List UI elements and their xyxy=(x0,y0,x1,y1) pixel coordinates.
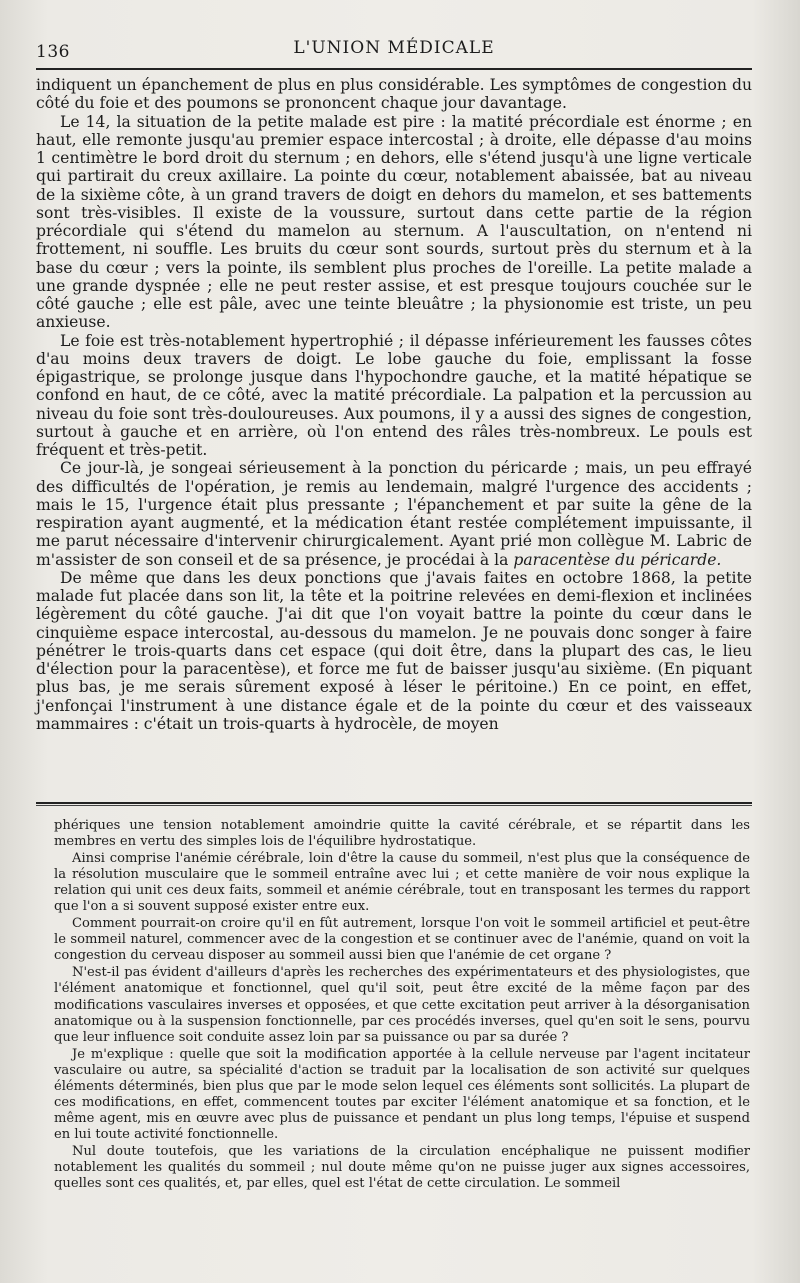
italic-phrase: paracentèse du péricarde. xyxy=(513,550,722,569)
paragraph: indiquent un épanchement de plus en plus considérable. Les symptômes de congestion du côté du foie et des poumons se prononcent chaque jour davantage. xyxy=(36,76,752,113)
footnote-paragraph: Nul doute toutefois, que les variations de la circulation encéphalique ne puissent modifier notablement les qualités du sommeil ; nul doute même qu'on ne puisse juger aux signes accessoires, quelles sont ces qualités, et, par elles, quel est l'état de cette circulation. Le sommeil xyxy=(54,1143,750,1192)
main-text xyxy=(36,76,752,733)
footnote-text xyxy=(54,818,750,1193)
paragraph: Le foie est très-notablement hypertrophié ; il dépasse inférieurement les fausses côtes d'au moins deux travers de doigt. Le lobe gauche du foie, emplissant la fosse épigastrique, se prolonge jusque dans l'hypochondre gauche, et la matité hépatique se confond en haut, de ce côté, avec la matité précordiale. La palpation et la percussion au niveau du foie sont très-douloureuses. Aux poumons, il y a aussi des signes de congestion, surtout à gauche et en arrière, où l'on entend des râles très-nombreux. Le pouls est fréquent et très-petit. xyxy=(36,331,752,459)
footnote-paragraph: Ainsi comprise l'anémie cérébrale, loin d'être la cause du sommeil, n'est plus que la conséquence de la résolution musculaire que le sommeil entraîne avec lui ; et cette manière de voir nous explique la relation qui unit ces deux faits, sommeil et anémie cérébrale, tout en transposant les termes du rapport que l'on a si souvent supposé exister entre eux. xyxy=(54,851,750,915)
paragraph xyxy=(36,459,752,569)
paragraph: Le 14, la situation de la petite malade est pire : la matité précordiale est énorme ; en haut, elle remonte jusqu'au premier espace intercostal ; à droite, elle dépasse d'au moins 1 centimètre le bord droit du sternum ; en dehors, elle s'étend jusqu'à une ligne verticale qui partirait du creux axillaire. La pointe du cœur, notablement abaissée, bat au niveau de la sixième côte, à un grand travers de doigt en dehors du mamelon, et ses battements sont très-visibles. Il existe de la voussure, surtout dans cette partie de la région précordiale qui s'étend du mamelon au sternum. A l'auscultation, on n'entend ni frottement, ni souffle. Les bruits du cœur sont sourds, surtout près du sternum et à la base du cœur ; vers la pointe, ils semblent plus proches de l'oreille. La petite malade a une grande dyspnée ; elle ne peut rester assise, et est presque toujours couchée sur le côté gauche ; elle est pâle, avec une teinte bleuâtre ; la physionomie est triste, un peu anxieuse. xyxy=(36,112,752,332)
page-header xyxy=(36,36,752,66)
running-title: L'UNION MÉDICALE xyxy=(293,38,495,58)
footnote-paragraph: N'est-il pas évident d'ailleurs d'après les recherches des expérimentateurs et des physiologistes, que l'élément anatomique et fonctionnel, quel qu'il soit, peut être excité de la même façon par des modifications vasculaires inverses et opposées, et que cette excitation peut arriver à la désorganisation anatomique ou à la suspension fonctionnelle, par ces procédés inverses, quel qu'en soit le sens, pourvu que leur influence soit conduite assez loin par sa puissance ou par sa durée ? xyxy=(54,965,750,1045)
paragraph: De même que dans les deux ponctions que j'avais faites en octobre 1868, la petite malade fut placée dans son lit, la tête et la poitrine relevées en demi-flexion et inclinées légèrement du côté gauche. J'ai dit que l'on voyait battre la pointe du cœur dans le cinquième espace intercostal, au-dessous du mamelon. Je ne pouvais donc songer à faire pénétrer le trois-quarts dans cet espace (qui doit être, dans la plupart des cas, le lieu d'élection pour la paracentèse), et force me fut de baisser jusqu'au sixième. (En piquant plus bas, je me serais sûrement exposé à léser le péritoine.) En ce point, en effet, j'enfonçai l'instrument à une distance égale et de la pointe du cœur et des vaisseaux mammaires : c'était un trois-quarts à hydrocèle, de moyen xyxy=(36,568,752,733)
header-rule xyxy=(36,68,752,70)
footnote-paragraph: Comment pourrait-on croire qu'il en fût autrement, lorsque l'on voit le sommeil artificiel et peut-être le sommeil naturel, commencer avec de la congestion et se continuer avec de l'anémie, quand on voit la congestion du cerveau disposer au sommeil aussi bien que l'anémie de cet organe ? xyxy=(54,916,750,964)
footnote-paragraph: Je m'explique : quelle que soit la modification apportée à la cellule nerveuse par l'agent incitateur vasculaire ou autre, sa spécialité d'action se traduit par la localisation de son activité sur quelques éléments déterminés, bien plus que par le mode selon lequel ces éléments sont sollicités. La plupart de ces modifications, en effet, commencent toutes par exciter l'élément anatomique et sa fonction, et le même agent, mis en œuvre avec plus de puissance et pendant un plus long temps, l'épuise et suspend en lui toute activité fonctionnelle. xyxy=(54,1046,750,1142)
paragraph-text: Ce jour-là, je songeai sérieusement à la ponction du péricarde ; mais, un peu effrayé des difficultés de l'opération, je remis au lendemain, malgré l'urgence des accidents ; mais le 15, l'urgence était plus pressante ; l'épanchement et par suite la gêne de la respiration ayant augmenté, et la médication étant restée complétement impuissante, il me parut nécessaire d'intervenir chirurgicalement. Ayant prié mon collègue M. Labric de m'assister de son conseil et de sa présence, je procédai à la xyxy=(36,459,752,569)
footnote-separator xyxy=(36,802,752,806)
footnote-paragraph: phériques une tension notablement amoindrie quitte la cavité cérébrale, et se répartit dans les membres en vertu des simples lois de l'équilibre hydrostatique. xyxy=(54,818,750,850)
page-number: 136 xyxy=(36,42,70,62)
